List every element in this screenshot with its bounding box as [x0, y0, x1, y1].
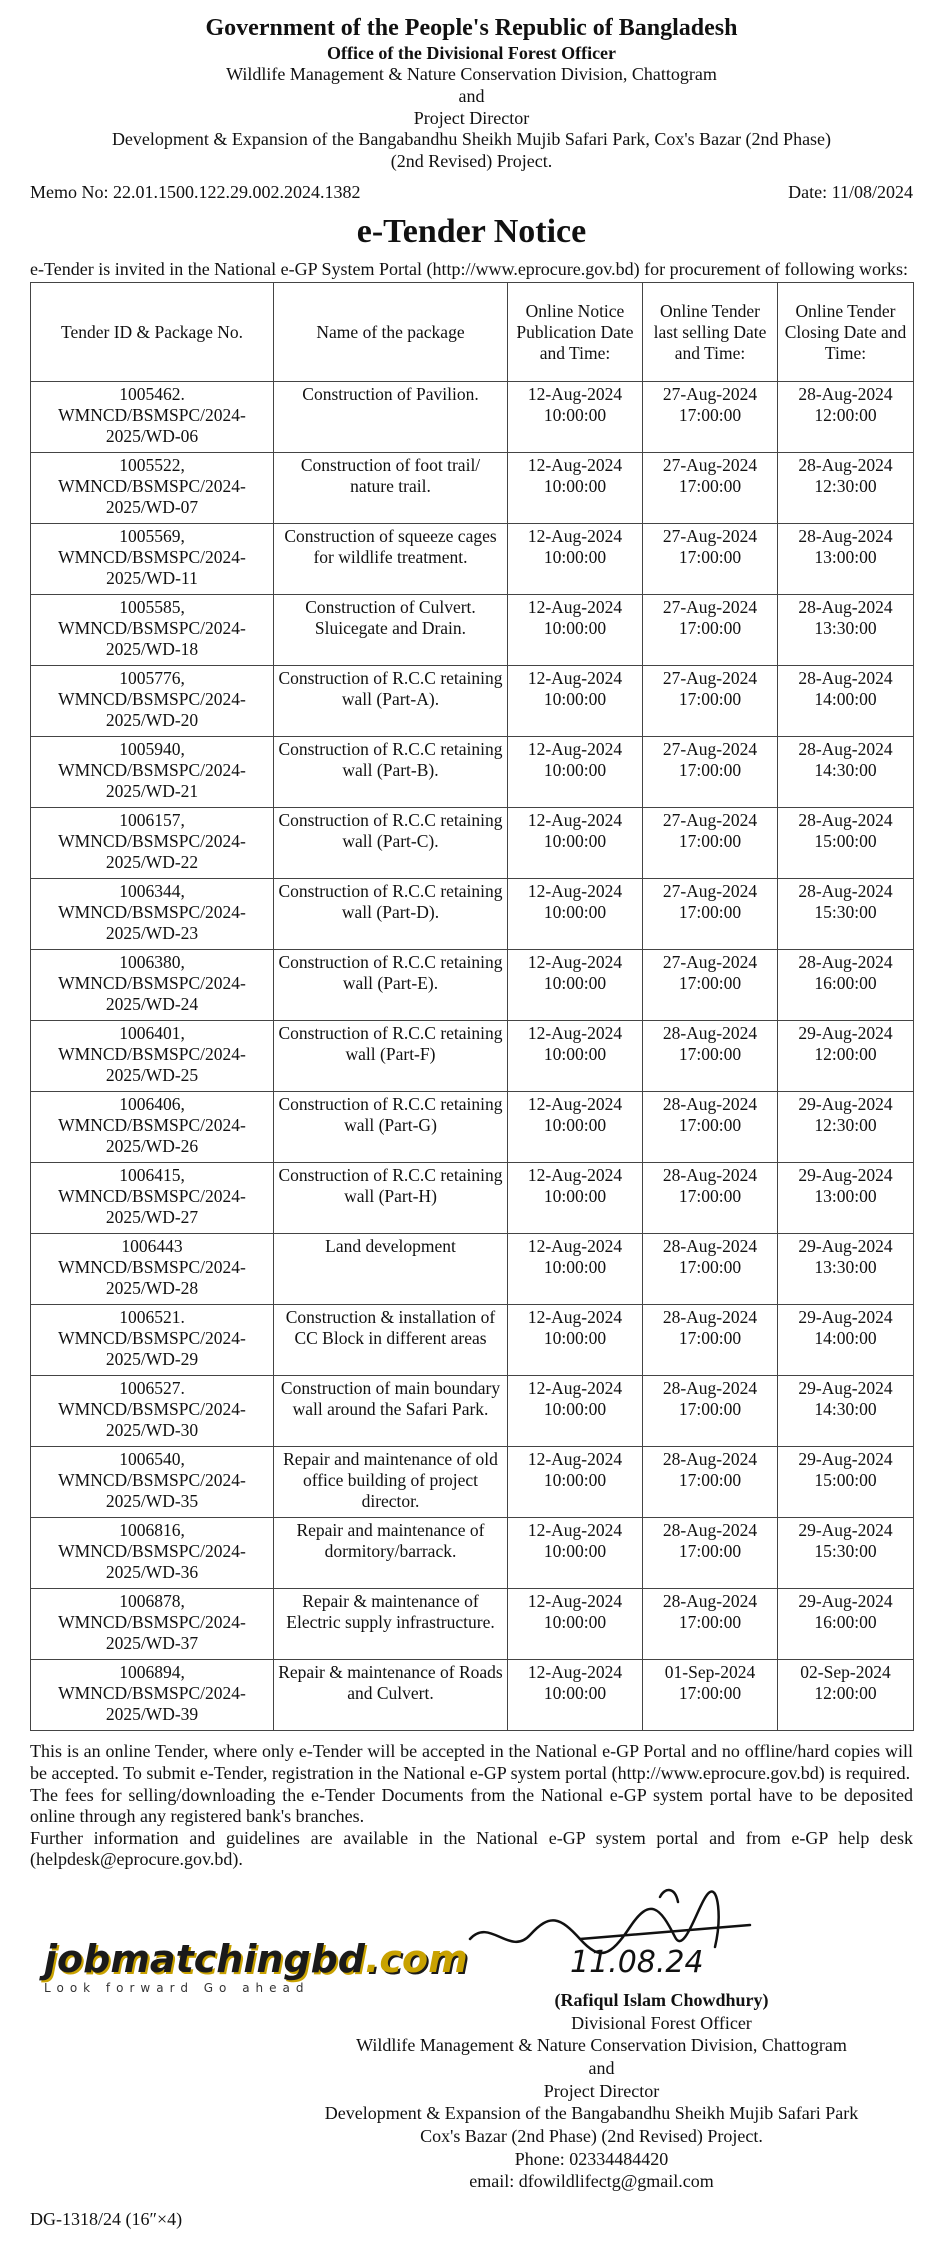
- intro-text: e-Tender is invited in the National e-GP System Portal (http://www.eprocure.gov.bd) for procurement of following works:: [30, 258, 909, 279]
- cell-tender-id: 1006540, WMNCD/BSMSPC/2024-2025/WD-35: [31, 1447, 274, 1518]
- cell-last-selling: 27-Aug-2024 17:00:00: [643, 950, 778, 1021]
- cell-tender-id: 1006406, WMNCD/BSMSPC/2024-2025/WD-26: [31, 1092, 274, 1163]
- cell-package-name: Construction of Pavilion.: [274, 382, 508, 453]
- cell-closing: 02-Sep-2024 12:00:00: [778, 1660, 914, 1731]
- cell-last-selling: 28-Aug-2024 17:00:00: [643, 1376, 778, 1447]
- and-line: and: [458, 85, 485, 106]
- cell-publication: 12-Aug-2024 10:00:00: [508, 524, 643, 595]
- cell-tender-id: 1005462. WMNCD/BSMSPC/2024-2025/WD-06: [31, 382, 274, 453]
- cell-publication: 12-Aug-2024 10:00:00: [508, 453, 643, 524]
- header: [30, 14, 913, 172]
- cell-last-selling: 28-Aug-2024 17:00:00: [643, 1021, 778, 1092]
- cell-publication: 12-Aug-2024 10:00:00: [508, 950, 643, 1021]
- cell-package-name: Construction of R.C.C retaining wall (Part-D).: [274, 879, 508, 950]
- cell-publication: 12-Aug-2024 10:00:00: [508, 1163, 643, 1234]
- cell-closing: 28-Aug-2024 14:30:00: [778, 737, 914, 808]
- cell-closing: 28-Aug-2024 16:00:00: [778, 950, 914, 1021]
- cell-publication: 12-Aug-2024 10:00:00: [508, 737, 643, 808]
- project-line-1: Development & Expansion of the Bangabandhu Sheikh Mujib Safari Park, Cox's Bazar (2nd Phase): [111, 129, 832, 150]
- govt-title: Government of the People's Republic of Bangladesh: [205, 15, 738, 41]
- cell-package-name: Repair & maintenance of Roads and Culvert.: [274, 1660, 508, 1731]
- cell-closing: 29-Aug-2024 12:00:00: [778, 1021, 914, 1092]
- table-row: [31, 808, 914, 879]
- project-line-2: (2nd Revised) Project.: [390, 150, 553, 171]
- cell-package-name: Construction of R.C.C retaining wall (Part-G): [274, 1092, 508, 1163]
- division-line: Wildlife Management & Nature Conservation Division, Chattogram: [226, 64, 717, 85]
- footer-paragraph-3: Further information and guidelines are available in the National e-GP system portal and from e-GP help desk (helpdesk@eprocure.gov.bd).: [30, 1827, 913, 1870]
- watermark-logo: [44, 1936, 468, 1995]
- signatory-director: Project Director: [543, 2080, 660, 2101]
- cell-tender-id: 1005940, WMNCD/BSMSPC/2024-2025/WD-21: [31, 737, 274, 808]
- cell-publication: 12-Aug-2024 10:00:00: [508, 1305, 643, 1376]
- cell-publication: 12-Aug-2024 10:00:00: [508, 666, 643, 737]
- cell-last-selling: 27-Aug-2024 17:00:00: [643, 666, 778, 737]
- table-row: [31, 1376, 914, 1447]
- table-row: [31, 1589, 914, 1660]
- signatory-email: email: dfowildlifectg@gmail.com: [469, 2171, 714, 2192]
- table-row: [31, 1163, 914, 1234]
- memo-row: [30, 182, 913, 204]
- cell-tender-id: 1006380, WMNCD/BSMSPC/2024-2025/WD-24: [31, 950, 274, 1021]
- cell-last-selling: 27-Aug-2024 17:00:00: [643, 879, 778, 950]
- cell-last-selling: 27-Aug-2024 17:00:00: [643, 453, 778, 524]
- cell-publication: 12-Aug-2024 10:00:00: [508, 1092, 643, 1163]
- cell-tender-id: 1006894, WMNCD/BSMSPC/2024-2025/WD-39: [31, 1660, 274, 1731]
- signatory-designation: Divisional Forest Officer: [571, 2012, 752, 2033]
- signatory-project-1: Development & Expansion of the Bangabandhu Sheikh Mujib Safari Park: [324, 2103, 859, 2124]
- cell-publication: 12-Aug-2024 10:00:00: [508, 808, 643, 879]
- cell-publication: 12-Aug-2024 10:00:00: [508, 1021, 643, 1092]
- cell-tender-id: 1006415, WMNCD/BSMSPC/2024-2025/WD-27: [31, 1163, 274, 1234]
- cell-closing: 28-Aug-2024 13:00:00: [778, 524, 914, 595]
- footer-paragraph-2: The fees for selling/downloading the e-Tender Documents from the National e-GP system portal have to be deposited online through any registered bank's branches.: [30, 1784, 913, 1827]
- cell-publication: 12-Aug-2024 10:00:00: [508, 1447, 643, 1518]
- logo-main: jobmatchingbd: [44, 1936, 365, 1981]
- cell-closing: 28-Aug-2024 13:30:00: [778, 595, 914, 666]
- table-row: [31, 879, 914, 950]
- table-row: [31, 1092, 914, 1163]
- cell-package-name: Construction of R.C.C retaining wall (Part-C).: [274, 808, 508, 879]
- cell-closing: 28-Aug-2024 12:30:00: [778, 453, 914, 524]
- cell-closing: 29-Aug-2024 12:30:00: [778, 1092, 914, 1163]
- signatory-project-2: Cox's Bazar (2nd Phase) (2nd Revised) Project.: [420, 2125, 763, 2146]
- cell-publication: 12-Aug-2024 10:00:00: [508, 382, 643, 453]
- cell-closing: 28-Aug-2024 15:30:00: [778, 879, 914, 950]
- cell-package-name: Construction & installation of CC Block in different areas: [274, 1305, 508, 1376]
- signatory-phone: Phone: 02334484420: [514, 2148, 669, 2169]
- header-package-name: Name of the package: [274, 283, 508, 382]
- office-title: Office of the Divisional Forest Officer: [326, 42, 617, 63]
- header-tender-id: Tender ID & Package No.: [31, 283, 274, 382]
- cell-tender-id: 1006157, WMNCD/BSMSPC/2024-2025/WD-22: [31, 808, 274, 879]
- table-row: [31, 453, 914, 524]
- memo-date: Date: 11/08/2024: [788, 182, 913, 203]
- table-row: [31, 950, 914, 1021]
- cell-tender-id: 1005585, WMNCD/BSMSPC/2024-2025/WD-18: [31, 595, 274, 666]
- header-last-selling: Online Tender last selling Date and Time:: [643, 283, 778, 382]
- cell-package-name: Construction of main boundary wall around the Safari Park.: [274, 1376, 508, 1447]
- cell-last-selling: 27-Aug-2024 17:00:00: [643, 595, 778, 666]
- cell-last-selling: 27-Aug-2024 17:00:00: [643, 382, 778, 453]
- table-row: [31, 666, 914, 737]
- footer-paragraph-1: This is an online Tender, where only e-Tender will be accepted in the National e-GP Portal and no offline/hard copies will be accepted. To submit e-Tender, registration in the National e-GP system portal (http://www.eprocure.gov.bd) is required.: [30, 1741, 913, 1783]
- cell-package-name: Repair and maintenance of dormitory/barrack.: [274, 1518, 508, 1589]
- cell-publication: 12-Aug-2024 10:00:00: [508, 595, 643, 666]
- cell-last-selling: 28-Aug-2024 17:00:00: [643, 1589, 778, 1660]
- cell-package-name: Construction of R.C.C retaining wall (Part-A).: [274, 666, 508, 737]
- cell-last-selling: 28-Aug-2024 17:00:00: [643, 1305, 778, 1376]
- cell-tender-id: 1006878, WMNCD/BSMSPC/2024-2025/WD-37: [31, 1589, 274, 1660]
- table-row: [31, 1021, 914, 1092]
- header-closing: Online Tender Closing Date and Time:: [778, 283, 914, 382]
- cell-tender-id: 1006443 WMNCD/BSMSPC/2024-2025/WD-28: [31, 1234, 274, 1305]
- tender-table: [30, 282, 914, 1731]
- director-line: Project Director: [413, 107, 530, 128]
- cell-publication: 12-Aug-2024 10:00:00: [508, 1660, 643, 1731]
- signatory-block: [30, 1989, 913, 2193]
- table-row: [31, 1660, 914, 1731]
- signatory-division: Wildlife Management & Nature Conservation Division, Chattogram: [356, 2035, 847, 2056]
- cell-closing: 28-Aug-2024 15:00:00: [778, 808, 914, 879]
- cell-package-name: Construction of R.C.C retaining wall (Part-E).: [274, 950, 508, 1021]
- cell-tender-id: 1006401, WMNCD/BSMSPC/2024-2025/WD-25: [31, 1021, 274, 1092]
- cell-closing: 29-Aug-2024 13:30:00: [778, 1234, 914, 1305]
- cell-package-name: Construction of squeeze cages for wildlife treatment.: [274, 524, 508, 595]
- signature-date: 11.08.24: [570, 1944, 704, 1980]
- cell-package-name: Repair & maintenance of Electric supply infrastructure.: [274, 1589, 508, 1660]
- table-row: [31, 1447, 914, 1518]
- cell-closing: 29-Aug-2024 14:00:00: [778, 1305, 914, 1376]
- table-row: [31, 524, 914, 595]
- cell-closing: 29-Aug-2024 13:00:00: [778, 1163, 914, 1234]
- cell-tender-id: 1005569, WMNCD/BSMSPC/2024-2025/WD-11: [31, 524, 274, 595]
- cell-publication: 12-Aug-2024 10:00:00: [508, 1234, 643, 1305]
- cell-publication: 12-Aug-2024 10:00:00: [508, 1518, 643, 1589]
- table-row: [31, 1234, 914, 1305]
- signature-area: [30, 1871, 913, 2231]
- cell-publication: 12-Aug-2024 10:00:00: [508, 879, 643, 950]
- cell-closing: 29-Aug-2024 16:00:00: [778, 1589, 914, 1660]
- cell-last-selling: 01-Sep-2024 17:00:00: [643, 1660, 778, 1731]
- footer-text: [30, 1741, 913, 1871]
- cell-publication: 12-Aug-2024 10:00:00: [508, 1376, 643, 1447]
- cell-last-selling: 27-Aug-2024 17:00:00: [643, 737, 778, 808]
- header-publication: Online Notice Publication Date and Time:: [508, 283, 643, 382]
- cell-package-name: Repair and maintenance of old office building of project director.: [274, 1447, 508, 1518]
- cell-package-name: Construction of R.C.C retaining wall (Part-B).: [274, 737, 508, 808]
- cell-closing: 29-Aug-2024 15:30:00: [778, 1518, 914, 1589]
- signatory-name: (Rafiqul Islam Chowdhury): [554, 1989, 769, 2010]
- cell-closing: 29-Aug-2024 15:00:00: [778, 1447, 914, 1518]
- cell-package-name: Construction of R.C.C retaining wall (Part-H): [274, 1163, 508, 1234]
- cell-last-selling: 27-Aug-2024 17:00:00: [643, 524, 778, 595]
- cell-last-selling: 28-Aug-2024 17:00:00: [643, 1234, 778, 1305]
- table-row: [31, 737, 914, 808]
- signatory-and: and: [588, 2057, 615, 2078]
- logo-dot-com: .com: [365, 1936, 468, 1981]
- cell-last-selling: 28-Aug-2024 17:00:00: [643, 1518, 778, 1589]
- table-header-row: [31, 283, 914, 382]
- cell-closing: 28-Aug-2024 14:00:00: [778, 666, 914, 737]
- cell-tender-id: 1006521. WMNCD/BSMSPC/2024-2025/WD-29: [31, 1305, 274, 1376]
- cell-last-selling: 28-Aug-2024 17:00:00: [643, 1092, 778, 1163]
- cell-tender-id: 1005522, WMNCD/BSMSPC/2024-2025/WD-07: [31, 453, 274, 524]
- cell-package-name: Construction of foot trail/ nature trail.: [274, 453, 508, 524]
- memo-number: Memo No: 22.01.1500.122.29.002.2024.1382: [30, 182, 361, 203]
- cell-closing: 28-Aug-2024 12:00:00: [778, 382, 914, 453]
- notice-title: e-Tender Notice: [356, 212, 587, 250]
- table-row: [31, 1518, 914, 1589]
- cell-tender-id: 1005776, WMNCD/BSMSPC/2024-2025/WD-20: [31, 666, 274, 737]
- cell-tender-id: 1006344, WMNCD/BSMSPC/2024-2025/WD-23: [31, 879, 274, 950]
- cell-tender-id: 1006527. WMNCD/BSMSPC/2024-2025/WD-30: [31, 1376, 274, 1447]
- cell-tender-id: 1006816, WMNCD/BSMSPC/2024-2025/WD-36: [31, 1518, 274, 1589]
- cell-publication: 12-Aug-2024 10:00:00: [508, 1589, 643, 1660]
- cell-package-name: Land development: [274, 1234, 508, 1305]
- cell-package-name: Construction of Culvert. Sluicegate and Drain.: [274, 595, 508, 666]
- cell-last-selling: 27-Aug-2024 17:00:00: [643, 808, 778, 879]
- logo-text: [44, 1936, 468, 1983]
- logo-tagline: Look forward Go ahead: [44, 1980, 310, 1995]
- cell-last-selling: 28-Aug-2024 17:00:00: [643, 1163, 778, 1234]
- dg-number: DG-1318/24 (16″×4): [30, 2209, 183, 2230]
- table-body: [31, 382, 914, 1731]
- table-row: [31, 382, 914, 453]
- cell-closing: 29-Aug-2024 14:30:00: [778, 1376, 914, 1447]
- cell-package-name: Construction of R.C.C retaining wall (Part-F): [274, 1021, 508, 1092]
- table-row: [31, 1305, 914, 1376]
- table-row: [31, 595, 914, 666]
- cell-last-selling: 28-Aug-2024 17:00:00: [643, 1447, 778, 1518]
